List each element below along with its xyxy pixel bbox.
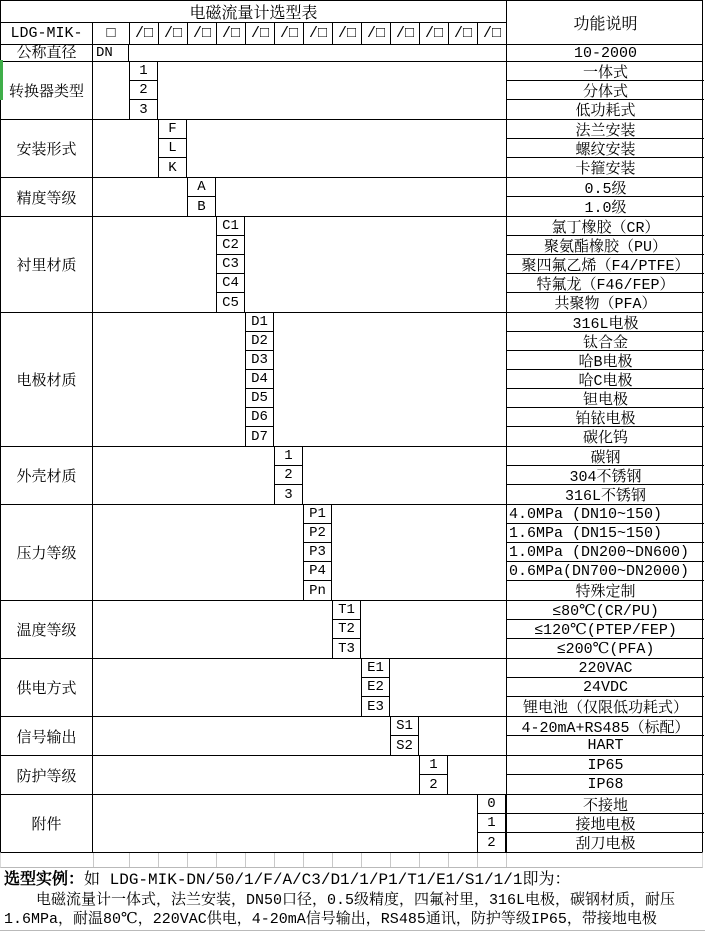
model-slot-placeholder: /□ [448,23,477,44]
desc-cell: 一体式 [506,62,704,81]
model-prefix-label: LDG-MIK- [1,23,93,44]
section-installation-form [1,119,702,177]
desc-cell: 316L不锈钢 [506,485,704,504]
section-label: 转换器类型 [1,62,93,119]
grid-line [245,853,274,867]
desc-cell: 刮刀电极 [506,833,704,852]
model-slot-placeholder: /□ [187,23,216,44]
code-cell: S2 [390,736,419,755]
nominal-diameter-row [1,45,702,61]
section-label: 外壳材质 [1,447,93,504]
code-cell: T1 [332,601,361,620]
model-slot-placeholder: /□ [158,23,187,44]
code-cell: T2 [332,620,361,639]
desc-cell: 螺纹安装 [506,139,704,158]
code-cell: F [158,120,187,139]
desc-cell: 1.0MPa (DN200~DN600) [506,543,704,562]
code-cell: 1 [477,814,506,833]
desc-cell: 钛合金 [506,332,704,351]
code-cell: 1 [129,62,158,81]
section-accuracy-class [1,177,702,216]
desc-cell: 铂铱电极 [506,408,704,427]
model-slot-placeholder: /□ [303,23,332,44]
section-protection-class [1,755,702,794]
section-label: 供电方式 [1,659,93,716]
grid-line [448,853,477,867]
green-edge-marker [0,60,3,100]
desc-cell: 接地电极 [506,814,704,833]
desc-cell: ≤80℃(CR/PU) [506,601,704,620]
desc-cell: 0.6MPa(DN700~DN2000) [506,562,704,581]
model-slot-placeholder: /□ [245,23,274,44]
nominal-diameter-label: 公称直径 [1,45,93,61]
code-cell: P4 [303,562,332,581]
model-slot-placeholder: /□ [361,23,390,44]
grid-line [93,853,129,867]
grid-line [419,853,448,867]
desc-cell: 聚四氟乙烯（F4/PTFE） [506,255,704,274]
code-cell: D2 [245,332,274,351]
selection-example-text: 如 LDG-MIK-DN/50/1/F/A/C3/D1/1/P1/T1/E1/S1/1/1即为： [84,871,571,889]
desc-cell: 304不锈钢 [506,466,704,485]
desc-cell: 氯丁橡胶（CR） [506,217,704,236]
code-cell: C3 [216,255,245,274]
code-cell: C5 [216,293,245,312]
section-label: 压力等级 [1,505,93,600]
desc-cell: 316L电极 [506,313,704,332]
desc-cell: 钽电极 [506,389,704,408]
section-label: 电极材质 [1,313,93,446]
nominal-diameter-desc: 10-2000 [506,45,704,61]
grid-line [477,853,506,867]
code-cell: P3 [303,543,332,562]
grid-line [216,853,245,867]
section-label: 信号输出 [1,717,93,755]
desc-cell: IP68 [506,775,704,794]
desc-cell: HART [506,736,704,755]
grid-line [274,853,303,867]
section-signal-output [1,716,702,755]
desc-cell: 卡箍安装 [506,158,704,177]
desc-cell: 碳化钨 [506,427,704,446]
code-cell: K [158,158,187,177]
code-cell: E1 [361,659,390,678]
section-power-supply [1,658,702,716]
model-slot-placeholder: /□ [274,23,303,44]
desc-cell: 锂电池（仅限低功耗式） [506,697,704,716]
code-cell: D6 [245,408,274,427]
code-cell: C2 [216,236,245,255]
code-cell: T3 [332,639,361,658]
desc-cell: 4.0MPa (DN10~150) [506,505,704,524]
section-electrode-material [1,312,702,446]
grid-line [390,853,419,867]
model-slot-placeholder: /□ [216,23,245,44]
desc-cell: 24VDC [506,678,704,697]
code-cell: 2 [274,466,303,485]
desc-cell: 1.6MPa (DN15~150) [506,524,704,543]
code-cell: Pn [303,581,332,600]
section-label: 精度等级 [1,178,93,216]
code-cell: C4 [216,274,245,293]
desc-cell: 聚氨酯橡胶（PU） [506,236,704,255]
code-cell: A [187,178,216,197]
table-title: 电磁流量计选型表 [1,1,506,23]
desc-cell: ≤200℃(PFA) [506,639,704,658]
table-header [1,1,702,45]
desc-cell: 1.0级 [506,197,704,216]
desc-cell: 哈B电极 [506,351,704,370]
code-cell: 3 [129,100,158,119]
desc-cell: 特氟龙（F46/FEP） [506,274,704,293]
code-cell: D4 [245,370,274,389]
desc-cell: 法兰安装 [506,120,704,139]
code-cell: 0 [477,795,506,814]
model-box-placeholder: □ [106,25,116,42]
desc-cell: 哈C电极 [506,370,704,389]
code-cell: 1 [419,756,448,775]
desc-cell: 不接地 [506,795,704,814]
desc-cell: 0.5级 [506,178,704,197]
desc-cell: 分体式 [506,81,704,100]
desc-cell: 4-20mA+RS485（标配） [506,717,704,736]
desc-cell: 220VAC [506,659,704,678]
model-slot-placeholder: /□ [129,23,158,44]
grid-line [303,853,332,867]
desc-cell: IP65 [506,756,704,775]
code-cell: P2 [303,524,332,543]
code-cell: 2 [477,833,506,852]
code-cell: D1 [245,313,274,332]
desc-cell: 特殊定制 [506,581,704,600]
grid-line [361,853,390,867]
code-cell: S1 [390,717,419,736]
code-cell: D3 [245,351,274,370]
code-cell: D5 [245,389,274,408]
code-cell: D7 [245,427,274,446]
code-cell: 3 [274,485,303,504]
selection-example-line [4,870,701,891]
section-accessories [1,794,702,852]
example-description-line1: 电磁流量计一体式，法兰安装，DN50口径，0.5级精度，四氟衬里，316L电极，碳钢材质，耐压 [36,892,676,909]
grid-line [158,853,187,867]
code-cell: L [158,139,187,158]
table-sections [1,61,702,852]
code-cell: B [187,197,216,216]
code-cell: P1 [303,505,332,524]
grid-line [506,853,704,867]
section-label: 防护等级 [1,756,93,794]
grid-line [187,853,216,867]
section-label: 附件 [1,795,93,852]
function-description-header: 功能说明 [506,1,704,44]
section-label: 安装形式 [1,120,93,177]
code-cell: 2 [129,81,158,100]
section-label: 衬里材质 [1,217,93,312]
grid-line [129,853,158,867]
desc-cell: 碳钢 [506,447,704,466]
code-cell: 1 [274,447,303,466]
section-label: 温度等级 [1,601,93,658]
code-cell: C1 [216,217,245,236]
grid-line [332,853,361,867]
empty-grid-row [0,852,703,868]
section-lining-material [1,216,702,312]
section-converter-type [1,61,702,119]
model-slot-placeholder: /□ [390,23,419,44]
desc-cell: 低功耗式 [506,100,704,119]
model-slot-placeholder: /□ [332,23,361,44]
nominal-diameter-code: DN [93,45,129,61]
code-cell: E3 [361,697,390,716]
selection-example-label: 选型实例： [4,871,85,889]
desc-cell: 共聚物（PFA） [506,293,704,312]
model-slot-placeholder: /□ [477,23,506,44]
selection-example-footer [0,868,705,931]
code-cell: 2 [419,775,448,794]
code-cell: E2 [361,678,390,697]
example-description-line2: 1.6MPa，耐温80℃，220VAC供电，4-20mA信号输出，RS485通讯，防护等级IP65，带接地电极 [4,911,657,928]
desc-cell: ≤120℃(PTEP/FEP) [506,620,704,639]
model-slot-placeholder: /□ [419,23,448,44]
section-temperature-class [1,600,702,658]
section-pressure-class [1,504,702,600]
section-housing-material [1,446,702,504]
